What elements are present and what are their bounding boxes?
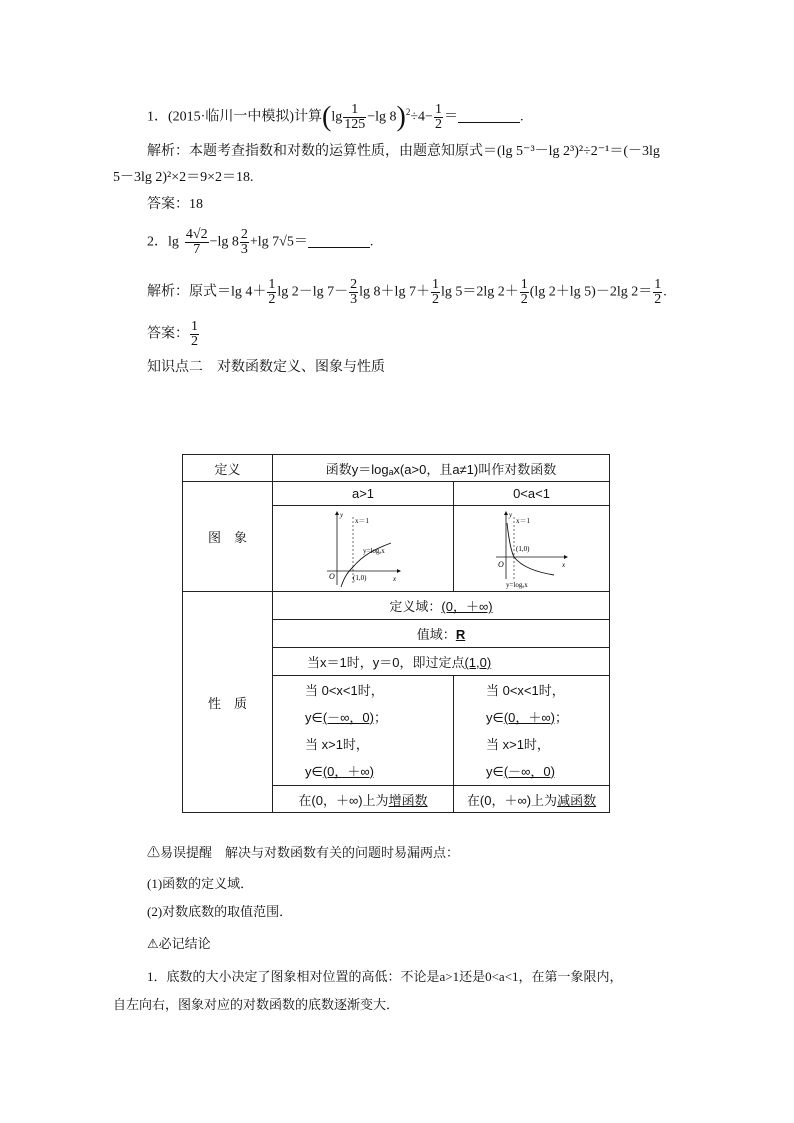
left-val-1-end: ； — [373, 709, 387, 725]
left-val-2-label: y∈ — [305, 763, 323, 779]
graph-decreasing — [454, 506, 610, 592]
label-origin: O — [329, 571, 335, 581]
q2-analysis — [147, 278, 667, 307]
fixed-point-row — [273, 648, 610, 676]
left-val-1 — [305, 704, 453, 731]
a2-end: . — [663, 284, 667, 300]
q1-minus-lg8: −lg 8 — [367, 109, 397, 125]
a2-half1-d: 2 — [268, 292, 276, 307]
a2-part2: lg 2－lg 7－ — [277, 284, 349, 300]
y-axis-arrow — [504, 511, 508, 515]
a2-part4: lg 5＝2lg 2＋ — [440, 284, 519, 300]
a2-frac-half-2 — [431, 278, 440, 307]
a2-frac-two-thirds — [349, 278, 358, 307]
range-value: R — [455, 627, 466, 642]
a2-half3-d: 2 — [520, 292, 528, 307]
a2-frac-half-1 — [267, 278, 276, 307]
increasing-log-graph — [323, 509, 403, 589]
right-val-2 — [486, 758, 609, 785]
section-title: 知识点二 对数函数定义、图象与性质 — [147, 358, 385, 374]
q1-lg: lg — [331, 109, 343, 125]
col-a-gt1: a>1 — [273, 482, 454, 506]
a2-frac-half-4 — [653, 278, 662, 307]
q1-answer: 答案：18 — [147, 197, 203, 212]
x-axis-arrow — [397, 569, 401, 573]
log-function-table — [182, 454, 610, 813]
left-val-2 — [305, 758, 453, 785]
q1-fraction-half — [434, 103, 443, 132]
right-val-1-range: (0，＋∞) — [503, 709, 555, 725]
x-axis-arrow — [564, 555, 568, 559]
q2-ans-n: 1 — [191, 319, 198, 334]
mono-l-pre: 在(0，＋∞)上为 — [298, 792, 389, 808]
left-paren: ( — [322, 101, 332, 133]
mono-increasing — [273, 786, 454, 813]
q1-div4: ÷4− — [410, 109, 433, 125]
tip-1: (1)函数的定义域． — [147, 876, 254, 891]
fixed-point-value: (1,0) — [464, 655, 492, 670]
question-2 — [147, 228, 373, 257]
a2-frac-half-3 — [520, 278, 529, 307]
right-cond-2: 当 x>1时， — [486, 736, 550, 752]
a2-half2-d: 2 — [431, 292, 439, 307]
left-val-1-label: y∈ — [305, 709, 323, 725]
label-x: x — [561, 560, 565, 569]
a2-half4-n: 1 — [654, 277, 662, 292]
q2-number: 2．lg — [147, 234, 179, 250]
q1-analysis-line2: 5－3lg 2)²×2＝9×2＝18. — [113, 170, 254, 185]
label-origin: O — [497, 559, 504, 569]
a2-third-n: 2 — [350, 277, 358, 292]
decreasing-log-graph — [492, 509, 572, 589]
right-paren: ) — [396, 101, 406, 133]
def-text: 函数y＝logₐx(a>0，且a≠1)叫作对数函数 — [273, 455, 610, 482]
conclusion-1b: 自左向右，图象对应的对数函数的底数逐渐变大． — [113, 997, 400, 1012]
q1-frac-numerator: 1 — [343, 103, 366, 118]
range-label: 值域： — [416, 627, 456, 642]
q2-frac-numerator: 4√2 — [185, 227, 208, 242]
q2-ans-d: 2 — [191, 334, 198, 349]
a2-part3: lg 8＋lg 7＋ — [359, 284, 430, 300]
q2-fraction-2-3 — [240, 228, 249, 257]
right-val-1-label: y∈ — [486, 709, 504, 725]
q2-answer-label: 答案： — [147, 326, 189, 342]
label-x: x — [393, 574, 397, 583]
conclusion-1a: 1．底数的大小决定了图象相对位置的高低：不论是a>1还是0<a<1，在第一象限内， — [147, 969, 623, 984]
left-cond-2: 当 x>1时， — [305, 736, 369, 752]
right-val-2-range: (－∞，0) — [503, 763, 555, 779]
right-cond-1: 当 0<x<1时， — [486, 682, 565, 698]
q1-equals: ＝ — [443, 109, 458, 125]
q2-frac2-denominator: 3 — [240, 242, 248, 257]
mono-r-val: 减函数 — [557, 792, 597, 808]
a2-part1: 解析：原式＝lg 4＋ — [147, 284, 267, 300]
q2-minus-lg8: −lg 8 — [209, 234, 239, 250]
mono-r-pre: 在(0，＋∞)上为 — [466, 792, 558, 808]
question-1 — [147, 102, 523, 132]
q1-half-denominator: 2 — [434, 116, 442, 132]
a2-half4-d: 2 — [654, 292, 662, 307]
label-curve: y=logₐx — [363, 546, 385, 555]
right-val-2-label: y∈ — [486, 763, 504, 779]
q1-analysis-line1: 解析：本题考查指数和对数的运算性质，由题意知原式＝(lg 5⁻³－lg 2³)²÷2⁻¹＝(－3lg — [147, 144, 660, 159]
q1-half-numerator: 1 — [434, 101, 442, 117]
label-curve: y=logₐx — [505, 580, 528, 589]
range-row — [273, 620, 610, 648]
col-a-lt1: 0<a<1 — [454, 482, 610, 506]
q1-frac-denominator: 125 — [344, 116, 366, 132]
fixed-point-label: 当x＝1时，y＝0，即过定点 — [307, 655, 465, 670]
q1-power: 2 — [405, 107, 411, 117]
label-y: y — [508, 510, 512, 519]
right-val-1-end: ； — [554, 709, 568, 725]
label-point: (1,0) — [515, 544, 529, 553]
q2-end: . — [369, 234, 374, 250]
q2-answer-fraction — [190, 320, 199, 349]
q2-frac2-numerator: 2 — [240, 227, 248, 242]
label-point: (1,0) — [353, 573, 367, 582]
y-axis-arrow — [335, 511, 339, 515]
graph-label: 图 象 — [183, 482, 273, 592]
a2-half1-n: 1 — [268, 277, 276, 292]
q2-frac-denominator: 7 — [193, 242, 201, 257]
left-val-1-range: (－∞，0) — [322, 709, 374, 725]
q1-end: . — [519, 109, 524, 125]
a2-half3-n: 1 — [520, 277, 528, 292]
domain-row — [273, 592, 610, 620]
q1-fraction-1-125 — [343, 103, 366, 132]
q1-source: (2015·临川一中模拟)计算 — [168, 109, 322, 125]
tips-title-2: ⚠必记结论 — [147, 936, 211, 951]
left-val-2-range: (0，＋∞) — [322, 763, 374, 779]
mono-l-val: 增函数 — [388, 792, 428, 808]
left-properties — [273, 676, 454, 786]
label-x1: x＝1 — [515, 516, 530, 525]
label-x1: x＝1 — [355, 516, 369, 525]
a2-part5: (lg 2＋lg 5)－2lg 2＝ — [529, 284, 653, 300]
q2-plus-lg7sqrt5: +lg 7√5＝ — [249, 234, 308, 250]
q2-fraction-4sqrt2-7 — [185, 228, 209, 257]
tips-title: ⚠易误提醒 解决与对数函数有关的问题时易漏两点： — [147, 845, 460, 860]
mono-decreasing — [454, 786, 610, 813]
a2-third-d: 3 — [350, 292, 358, 307]
left-cond-1: 当 0<x<1时， — [305, 682, 384, 698]
prop-label: 性 质 — [183, 592, 273, 813]
domain-label: 定义域： — [389, 599, 442, 614]
right-properties — [454, 676, 610, 786]
q2-answer-blank — [308, 233, 370, 248]
tip-2: (2)对数底数的取值范围． — [147, 904, 293, 919]
a2-half2-n: 1 — [431, 277, 439, 292]
q1-number: 1． — [147, 109, 168, 125]
right-val-1 — [486, 704, 609, 731]
domain-value: (0，＋∞) — [441, 599, 493, 614]
label-y: y — [340, 510, 344, 519]
q1-answer-blank — [458, 108, 520, 123]
q2-answer — [147, 320, 200, 349]
def-label: 定义 — [183, 455, 273, 482]
graph-increasing — [273, 506, 454, 592]
